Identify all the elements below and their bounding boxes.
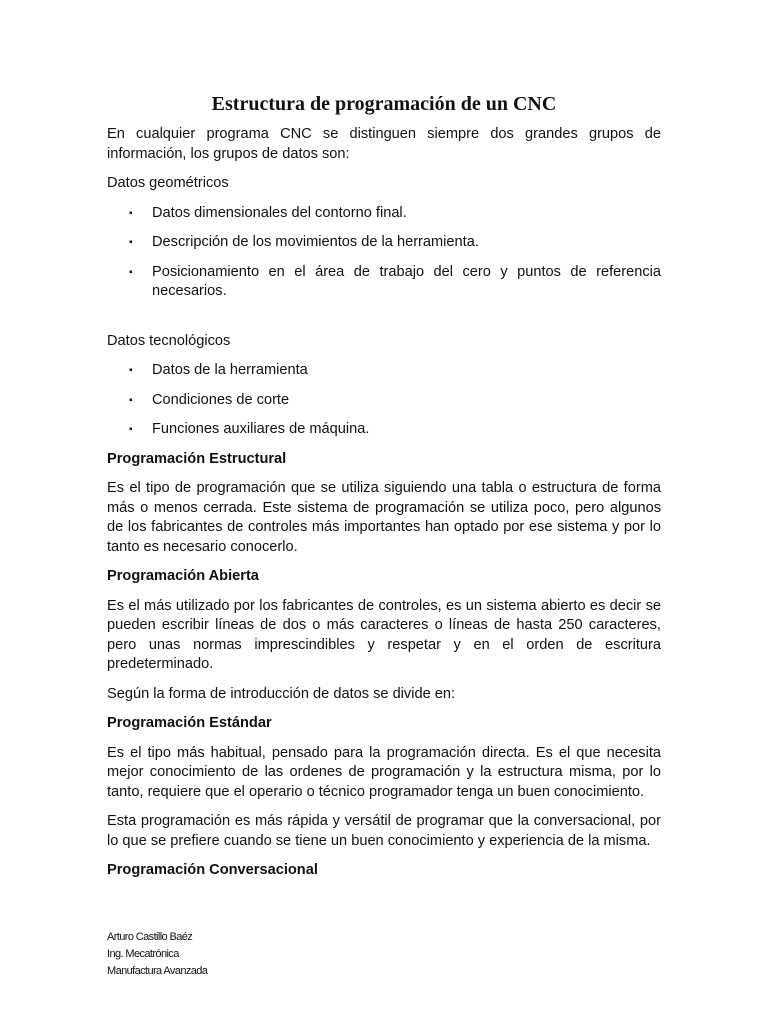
list-item-text: Funciones auxiliares de máquina. — [152, 421, 370, 437]
footer-course: Manufactura Avanzada — [107, 965, 208, 977]
document-body — [107, 91, 661, 891]
list-item-text: Posicionamiento en el área de trabajo del cero y puntos de referencia necesarios. — [152, 263, 661, 299]
list-item-text: Datos de la herramienta — [152, 362, 308, 378]
open-heading: Programación Abierta — [107, 568, 259, 584]
bullet-icon: ▪ — [129, 207, 133, 219]
standard-heading: Programación Estándar — [107, 715, 272, 731]
document-title: Estructura de programación de un CNC — [211, 93, 557, 115]
technological-data-list — [107, 361, 661, 440]
bullet-icon: ▪ — [129, 424, 133, 435]
intro-paragraph: En cualquier programa CNC se distinguen siempre dos grandes grupos de información, los grupos de datos son: — [107, 126, 661, 162]
standard-paragraph-1: Es el tipo más habitual, pensado para la programación directa. Es el que necesita mejor conocimiento de las ordenes de programación y la estructura misma, por lo tanto, requiere que el operario o técnico programador tenga un buen conocimiento. — [107, 744, 661, 800]
division-paragraph: Según la forma de introducción de datos se divide en: — [107, 685, 456, 702]
list-item — [107, 391, 661, 411]
geometric-data-label: Datos geométricos — [107, 175, 229, 191]
geometric-data-list — [107, 204, 661, 302]
list-item — [107, 420, 661, 440]
list-item — [107, 263, 661, 302]
list-item-text: Datos dimensionales del contorno final. — [152, 204, 407, 221]
list-item-text: Condiciones de corte — [152, 391, 290, 408]
conversational-heading: Programación Conversacional — [107, 862, 318, 878]
bullet-icon: ▪ — [129, 394, 133, 406]
footer-degree: Ing. Mecatrónica — [107, 948, 179, 960]
list-item — [107, 204, 661, 224]
technological-data-label: Datos tecnológicos — [107, 332, 231, 349]
list-item — [107, 361, 661, 381]
structural-paragraph: Es el tipo de programación que se utiliza siguiendo una tabla o estructura de forma más o menos cerrada. Este sistema de programación se utiliza poco, pero algunos de los fabricantes de controles más importantes han optado por ese sistema y por lo tanto es necesario conocerlo. — [107, 480, 661, 555]
bullet-icon: ▪ — [129, 266, 133, 278]
bullet-icon: ▪ — [129, 237, 133, 248]
footer-author: Arturo Castillo Baéz — [107, 931, 193, 943]
standard-paragraph-2: Esta programación es más rápida y versátil de programar que la conversacional, por lo que se prefiere cuando se tiene un buen conocimiento y experiencia de la misma. — [107, 813, 661, 849]
page-footer — [107, 929, 207, 980]
list-item-text: Descripción de los movimientos de la herramienta. — [152, 234, 479, 250]
open-paragraph: Es el más utilizado por los fabricantes de controles, es un sistema abierto es decir se pueden escribir líneas de dos o más caracteres o líneas de hasta 250 caracteres, pero unas normas imprescindibles y respetar y en el orden de escritura predeterminado. — [107, 597, 661, 672]
structural-heading: Programación Estructural — [107, 450, 287, 467]
spacer — [107, 312, 661, 332]
list-item — [107, 233, 661, 253]
bullet-icon: ▪ — [129, 365, 133, 376]
